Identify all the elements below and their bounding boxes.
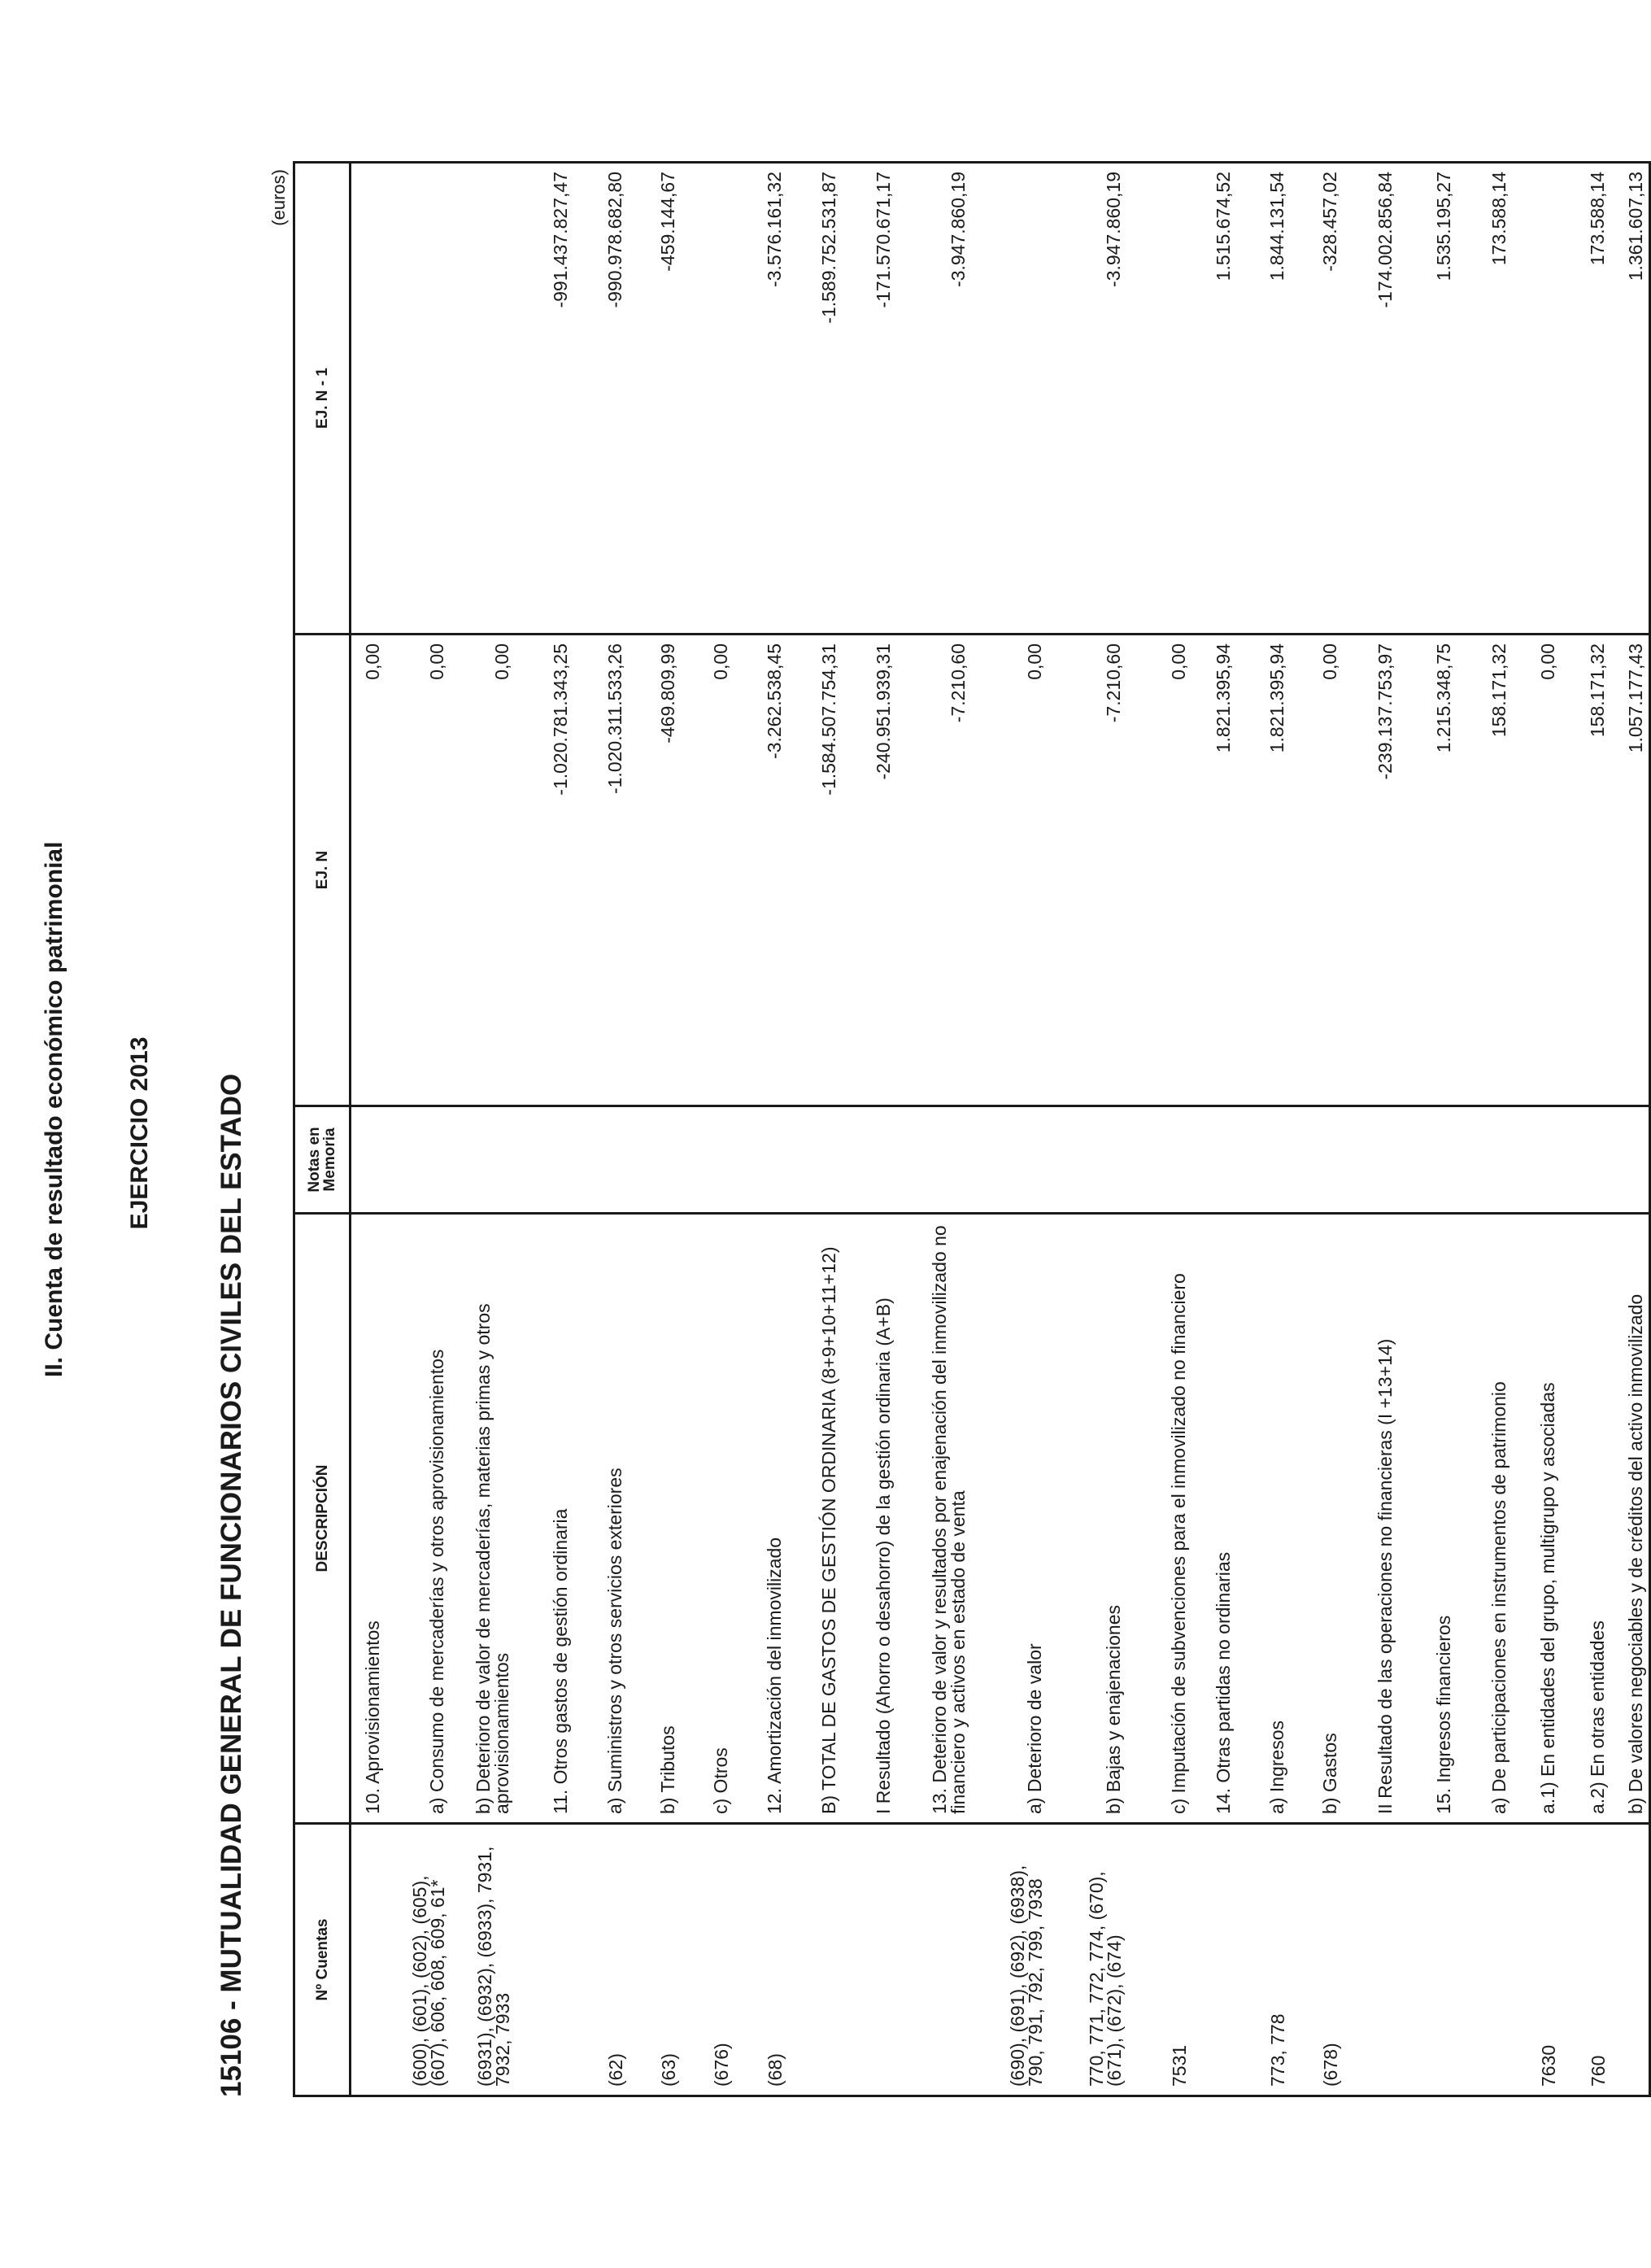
row-current-value: -1.584.507.754,31 [787,635,843,1106]
row-accounts: (678) [1290,1824,1343,2096]
table-row [681,163,734,2096]
table-row [734,163,786,2096]
row-previous-value: -991.437.827,47 [515,163,574,635]
row-notes [386,1106,450,1214]
row-description: a.1) En entidades del grupo, multigrupo y asociadas [1512,1214,1561,1824]
row-description: a) Ingresos [1236,1214,1289,1824]
row-previous-value: -990.978.682,80 [573,163,628,635]
row-notes [1191,1106,1237,1214]
row-description: b) De valores negociables y de créditos del activo inmovilizado [1610,1214,1650,1824]
row-accounts: (63) [628,1824,681,2096]
table-row [971,163,1048,2096]
row-accounts: 770, 771, 772, 774, (670), (671), (672), (674) [1048,1824,1126,2096]
table-row [386,163,450,2096]
row-description: B) TOTAL DE GASTOS DE GESTIÓN ORDINARIA (8+9+10+11+12) [787,1214,843,1824]
row-accounts: (690), (691), (692), (6938), 790, 791, 792, 799, 7938 [971,1824,1048,2096]
row-notes [787,1106,843,1214]
row-current-value: 0,00 [681,635,734,1106]
row-previous-value: 173.588,14 [1457,163,1512,635]
row-current-value: -239.137.753,97 [1343,635,1398,1106]
row-notes [1561,1106,1610,1214]
row-previous-value [351,163,386,635]
row-accounts [842,1824,896,2096]
row-accounts [787,1824,843,2096]
row-accounts [896,1824,971,2096]
row-previous-value: -328.457,02 [1290,163,1343,635]
row-notes [1398,1106,1457,1214]
col-description-header: DESCRIPCIÓN [294,1214,351,1824]
col-accounts-header: Nº Cuentas [294,1824,351,2096]
row-current-value: -7.210,60 [1048,635,1126,1106]
row-current-value: -3.262.538,45 [734,635,786,1106]
row-current-value: -1.020.311.533,26 [573,635,628,1106]
col-previous-header: EJ. N - 1 [294,163,351,635]
row-notes [971,1106,1048,1214]
table-row [628,163,681,2096]
row-description: b) Tributos [628,1214,681,1824]
row-current-value: 1.821.395,94 [1236,635,1289,1106]
row-notes [896,1106,971,1214]
row-description: a) Suministros y otros servicios exteriores [573,1214,628,1824]
table-row [787,163,843,2096]
row-description: II Resultado de las operaciones no financieras (I +13+14) [1343,1214,1398,1824]
row-previous-value: -3.576.161,32 [734,163,786,635]
row-current-value: 1.821.395,94 [1191,635,1237,1106]
row-previous-value [450,163,515,635]
row-current-value: -469.809,99 [628,635,681,1106]
row-notes [1457,1106,1512,1214]
table-row [450,163,515,2096]
row-previous-value: 1.844.131,54 [1236,163,1289,635]
row-notes [1512,1106,1561,1214]
row-accounts: (68) [734,1824,786,2096]
row-previous-value: 1.515.674,52 [1191,163,1237,635]
row-accounts [515,1824,574,2096]
row-previous-value [1512,163,1561,635]
row-current-value: 1.215.348,75 [1398,635,1457,1106]
row-accounts [351,1824,386,2096]
row-accounts: 7531 [1126,1824,1191,2096]
row-current-value: 0,00 [1290,635,1343,1106]
row-previous-value [386,163,450,635]
row-description: 13. Deterioro de valor y resultados por enajenación del inmovilizado no financiero y activos en estado de venta [896,1214,971,1824]
row-current-value: 158.171,32 [1561,635,1610,1106]
exercise-title: EJERCICIO 2013 [126,1036,153,1230]
row-previous-value: -3.947.860,19 [1048,163,1126,635]
row-accounts [1343,1824,1398,2096]
table-row [351,163,386,2096]
table-row [1048,163,1126,2096]
row-description: 12. Amortización del inmovilizado [734,1214,786,1824]
col-notes-header: Notas en Memoria [294,1106,351,1214]
row-previous-value: -1.589.752.531,87 [787,163,843,635]
row-accounts [1191,1824,1237,2096]
row-notes [1290,1106,1343,1214]
row-notes [1610,1106,1650,1214]
row-accounts: 773, 778 [1236,1824,1289,2096]
row-accounts [1398,1824,1457,2096]
row-current-value: 0,00 [971,635,1048,1106]
row-previous-value [681,163,734,635]
row-current-value: 158.171,32 [1457,635,1512,1106]
row-accounts: (676) [681,1824,734,2096]
row-accounts [1457,1824,1512,2096]
table-row [1290,163,1343,2096]
row-description: 14. Otras partidas no ordinarias [1191,1214,1237,1824]
table-row [896,163,971,2096]
row-current-value: -240.951.939,31 [842,635,896,1106]
col-current-header: EJ. N [294,635,351,1106]
row-description: 15. Ingresos financieros [1398,1214,1457,1824]
table-header [294,163,351,2096]
row-previous-value: -171.570.671,17 [842,163,896,635]
row-previous-value: -3.947.860,19 [896,163,971,635]
row-description: b) Gastos [1290,1214,1343,1824]
row-description: I Resultado (Ahorro o desahorro) de la gestión ordinaria (A+B) [842,1214,896,1824]
table-row [1398,163,1457,2096]
row-current-value: -1.020.781.343,25 [515,635,574,1106]
row-previous-value: 1.535.195,27 [1398,163,1457,635]
table-row [1236,163,1289,2096]
table-row [1343,163,1398,2096]
row-notes [515,1106,574,1214]
row-previous-value: -174.002.856,84 [1343,163,1398,635]
row-description: b) Deterioro de valor de mercaderías, materias primas y otros aprovisionamientos [450,1214,515,1824]
row-description: a) Deterioro de valor [971,1214,1048,1824]
row-description: a.2) En otras entidades [1561,1214,1610,1824]
row-current-value: 0,00 [351,635,386,1106]
row-accounts: 7630 [1512,1824,1561,2096]
row-accounts: (62) [573,1824,628,2096]
row-notes [351,1106,386,1214]
table-row [1191,163,1237,2096]
row-accounts: 760 [1561,1824,1610,2096]
table-row [573,163,628,2096]
table-row [842,163,896,2096]
row-current-value: -7.210,60 [896,635,971,1106]
row-notes [1236,1106,1289,1214]
row-notes [1343,1106,1398,1214]
row-accounts: (6931), (6932), (6933), 7931, 7932, 7933 [450,1824,515,2096]
row-notes [1126,1106,1191,1214]
row-description: 10. Aprovisionamientos [351,1214,386,1824]
report-title: II. Cuenta de resultado económico patrimonial [41,841,68,1377]
row-notes [450,1106,515,1214]
row-notes [628,1106,681,1214]
table-row [1457,163,1512,2096]
table-row [515,163,574,2096]
units-label: (euros) [268,169,289,226]
row-notes [1048,1106,1126,1214]
row-accounts [1610,1824,1650,2096]
row-notes [573,1106,628,1214]
row-description: c) Imputación de subvenciones para el inmovilizado no financiero [1126,1214,1191,1824]
row-previous-value: -459.144,67 [628,163,681,635]
row-previous-value: 1.361.607,13 [1610,163,1650,635]
row-description: a) De participaciones en instrumentos de patrimonio [1457,1214,1512,1824]
table-body [351,163,1650,2096]
table-row [1561,163,1610,2096]
row-current-value: 0,00 [386,635,450,1106]
row-previous-value [971,163,1048,635]
row-description: 11. Otros gastos de gestión ordinaria [515,1214,574,1824]
row-description: c) Otros [681,1214,734,1824]
row-current-value: 0,00 [1512,635,1561,1106]
row-previous-value: 173.588,14 [1561,163,1610,635]
row-notes [681,1106,734,1214]
results-table [293,161,1651,2097]
row-current-value: 0,00 [450,635,515,1106]
row-description: a) Consumo de mercaderías y otros aprovisionamientos [386,1214,450,1824]
row-current-value: 1.057.177,43 [1610,635,1650,1106]
entity-name: 15106 - MUTUALIDAD GENERAL DE FUNCIONARIOS CIVILES DEL ESTADO [216,1073,247,2097]
row-description: b) Bajas y enajenaciones [1048,1214,1126,1824]
row-previous-value [1126,163,1191,635]
table-row [1512,163,1561,2096]
table-row [1610,163,1650,2096]
table-row [1126,163,1191,2096]
row-notes [734,1106,786,1214]
row-notes [842,1106,896,1214]
row-current-value: 0,00 [1126,635,1191,1106]
row-accounts: (600), (601), (602), (605), (607), 606, 608, 609, 61* [386,1824,450,2096]
